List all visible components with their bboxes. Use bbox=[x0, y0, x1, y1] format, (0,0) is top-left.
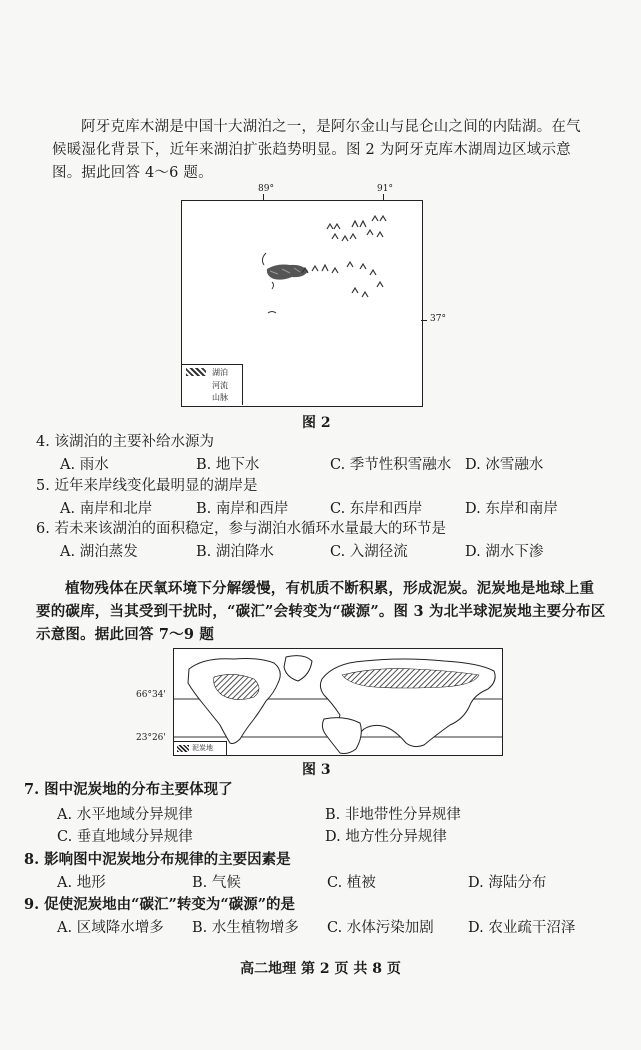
figure-2-legend bbox=[182, 364, 243, 405]
question-5-option-c[interactable]: C. 东岸和西岸 bbox=[330, 501, 423, 517]
question-4-option-c[interactable]: C. 季节性积雪融水 bbox=[330, 457, 452, 473]
tick-37 bbox=[421, 320, 427, 321]
lon-label-91: 91° bbox=[377, 184, 393, 194]
passage-2: 植物残体在厌氧环境下分解缓慢，有机质不断积累，形成泥炭。泥炭地是地球上重要的碳库，当其受到干扰时，“碳汇”会转变为“碳源”。图 3 为北半球泥炭地主要分布区示意图。据此回答 7～9 题 bbox=[36, 580, 606, 643]
figure-3-caption: 图 3 bbox=[302, 762, 331, 778]
figure-3-map bbox=[173, 648, 503, 756]
question-4-stem: 4. 该湖泊的主要补给水源为 bbox=[36, 434, 214, 450]
question-5-stem: 5. 近年来岸线变化最明显的湖岸是 bbox=[36, 478, 258, 494]
question-6-option-d[interactable]: D. 湖水下渗 bbox=[465, 544, 544, 560]
mountain-marks bbox=[302, 216, 386, 297]
question-7-stem: 7. 图中泥炭地的分布主要体现了 bbox=[24, 781, 233, 798]
lat-label-37: 37° bbox=[430, 314, 446, 324]
question-9-option-c[interactable]: C. 水体污染加剧 bbox=[327, 920, 434, 936]
question-9-option-b[interactable]: B. 水生植物增多 bbox=[192, 920, 299, 936]
page-footer: 高二地理 第 2 页 共 8 页 bbox=[240, 961, 401, 977]
tick-91 bbox=[383, 194, 384, 201]
question-7-option-a[interactable]: A. 水平地域分异规律 bbox=[57, 807, 193, 823]
question-8-option-b[interactable]: B. 气候 bbox=[192, 875, 241, 891]
question-8-stem: 8. 影响图中泥炭地分布规律的主要因素是 bbox=[24, 851, 291, 868]
question-5-option-d[interactable]: D. 东岸和南岸 bbox=[465, 501, 558, 517]
legend-lake-label: 湖泊 bbox=[212, 368, 228, 377]
figure-2-map bbox=[181, 200, 423, 407]
figure-3-drawing bbox=[174, 649, 502, 755]
question-8-option-a[interactable]: A. 地形 bbox=[57, 875, 106, 891]
question-8-option-d[interactable]: D. 海陆分布 bbox=[468, 875, 547, 891]
question-9-option-d[interactable]: D. 农业疏干沼泽 bbox=[468, 920, 576, 936]
tick-89 bbox=[263, 194, 264, 201]
question-4-option-b[interactable]: B. 地下水 bbox=[196, 457, 260, 473]
legend-lake-swatch bbox=[186, 368, 206, 376]
question-5-option-a[interactable]: A. 南岸和北岸 bbox=[60, 501, 153, 517]
question-6-option-b[interactable]: B. 湖泊降水 bbox=[196, 544, 274, 560]
lon-label-89: 89° bbox=[258, 184, 274, 194]
passage-1: 阿牙克库木湖是中国十大湖泊之一，是阿尔金山与昆仑山之间的内陆湖。在气候暖湿化背景下，近年来湖泊扩张趋势明显。图 2 为阿牙克库木湖周边区域示意图。据此回答 4～6 题。 bbox=[52, 119, 581, 181]
legend-peatland-swatch bbox=[177, 745, 189, 752]
question-7-option-b[interactable]: B. 非地带性分异规律 bbox=[325, 807, 461, 823]
lat-label-arctic: 66°34' bbox=[136, 690, 166, 700]
question-4-option-d[interactable]: D. 冰雪融水 bbox=[465, 457, 544, 473]
question-6-option-c[interactable]: C. 入湖径流 bbox=[330, 544, 408, 560]
question-7-option-d[interactable]: D. 地方性分异规律 bbox=[325, 829, 447, 845]
question-7-option-c[interactable]: C. 垂直地域分异规律 bbox=[57, 829, 193, 845]
figure-3-legend bbox=[174, 741, 227, 756]
figure-2-caption: 图 2 bbox=[302, 415, 331, 431]
question-9-option-a[interactable]: A. 区域降水增多 bbox=[57, 920, 164, 936]
question-4-option-a[interactable]: A. 雨水 bbox=[60, 457, 109, 473]
question-5-option-b[interactable]: B. 南岸和西岸 bbox=[196, 501, 289, 517]
question-6-option-a[interactable]: A. 湖泊蒸发 bbox=[60, 544, 138, 560]
question-6-stem: 6. 若未来该湖泊的面积稳定，参与湖泊水循环水量最大的环节是 bbox=[36, 521, 446, 537]
legend-river-label: 河流 bbox=[212, 381, 228, 390]
question-9-stem: 9. 促使泥炭地由“碳汇”转变为“碳源”的是 bbox=[24, 896, 296, 913]
legend-mountain-label: 山脉 bbox=[212, 393, 228, 402]
legend-peatland-label: 泥炭地 bbox=[192, 744, 213, 752]
lat-label-tropic: 23°26' bbox=[136, 733, 166, 743]
question-8-option-c[interactable]: C. 植被 bbox=[327, 875, 376, 891]
